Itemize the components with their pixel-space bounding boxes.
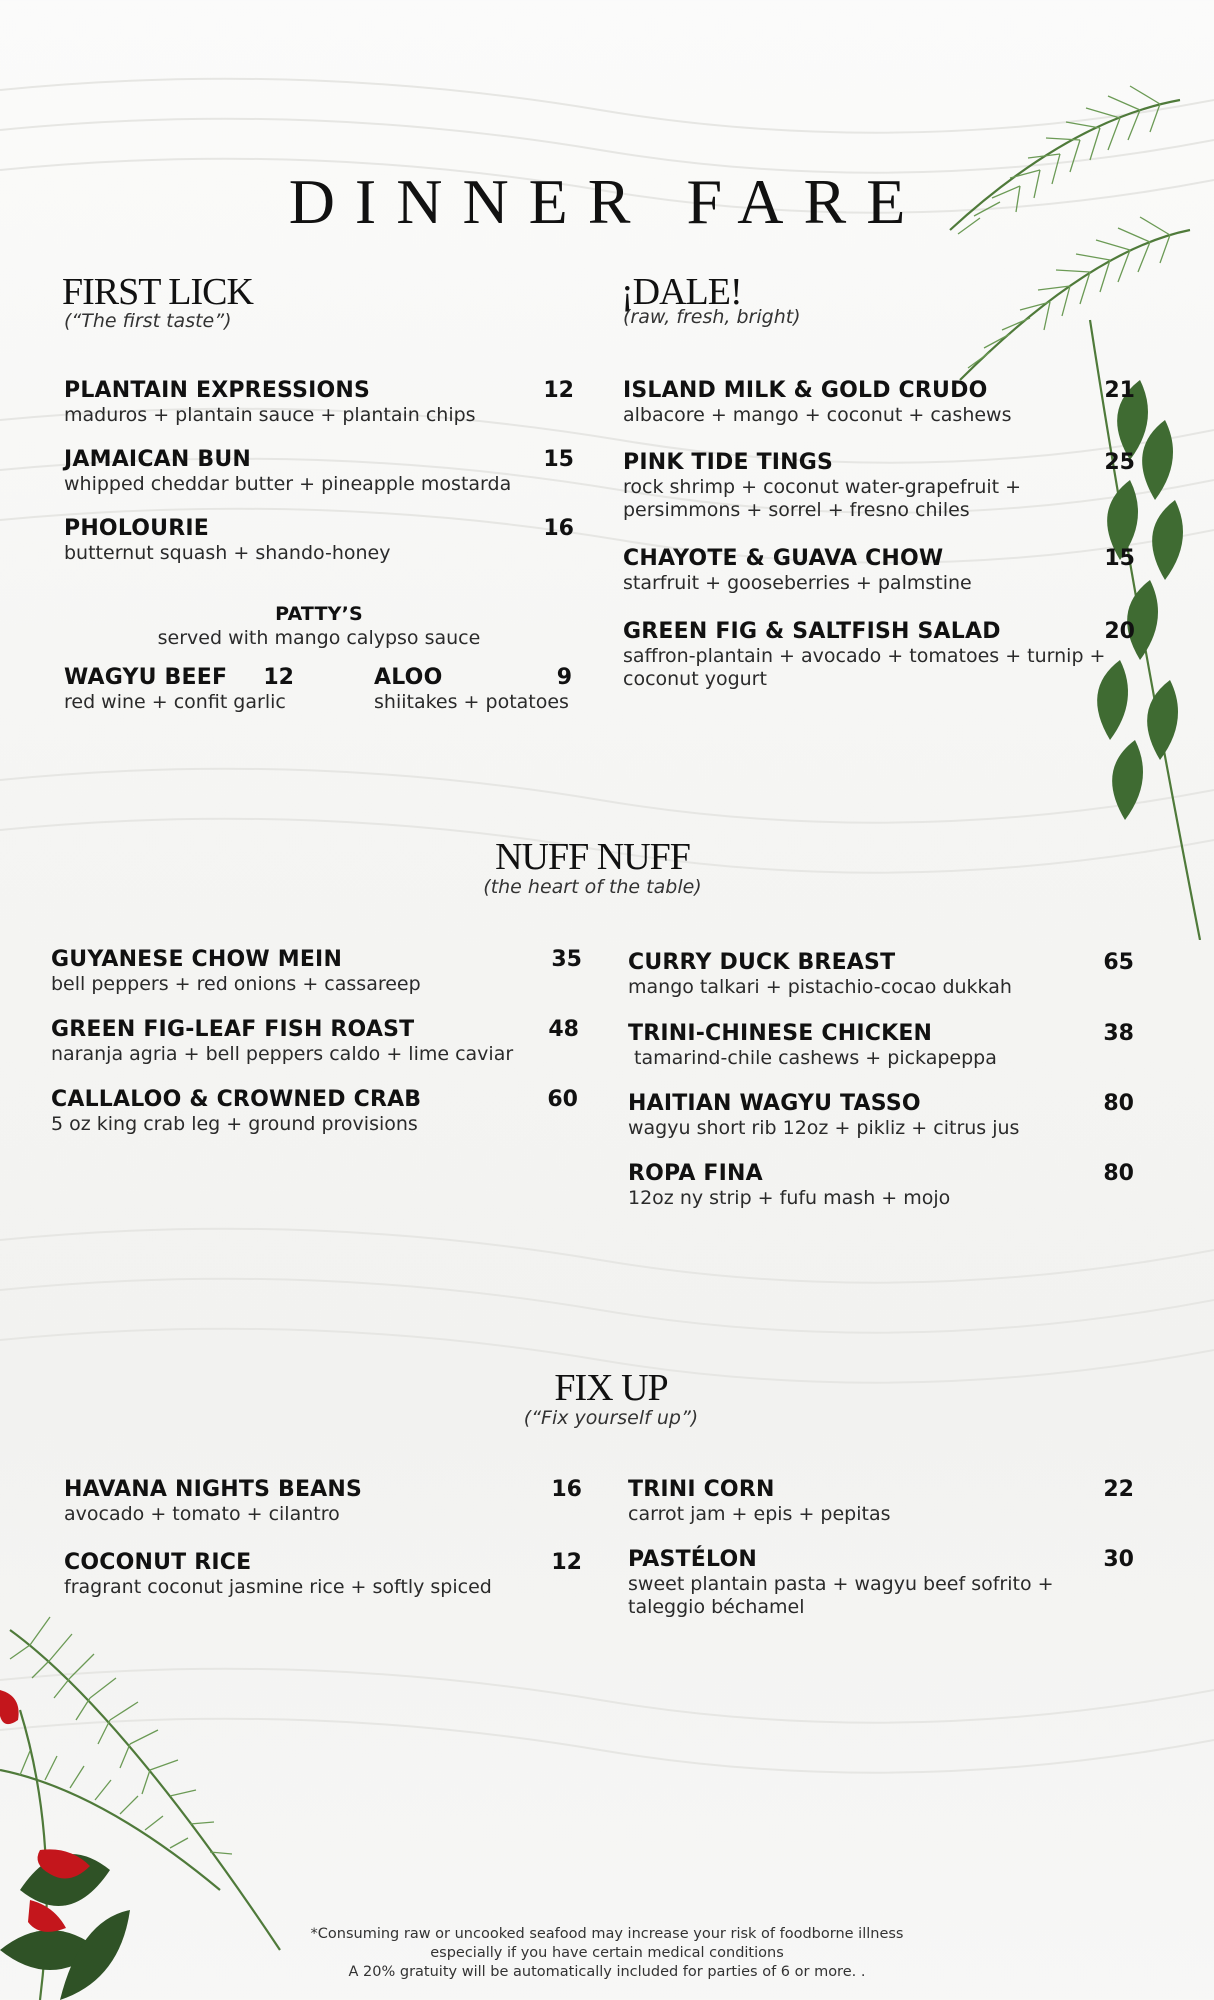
menu-item — [628, 1548, 1134, 1619]
menu-item — [64, 666, 294, 714]
patty-title: PATTY’S — [275, 603, 363, 625]
item-name: PHOLOURIE — [64, 516, 209, 541]
item-description: butternut squash + shando-honey — [64, 542, 391, 565]
item-price: 48 — [548, 1017, 579, 1042]
item-name: ISLAND MILK & GOLD CRUDO — [623, 378, 988, 403]
item-price: 12 — [263, 665, 294, 690]
menu-item — [628, 1022, 1134, 1070]
item-price: 30 — [1103, 1547, 1134, 1572]
section-subtitle-fix-up: (“Fix yourself up”) — [523, 1407, 699, 1429]
section-heading-fix-up — [0, 1369, 1214, 1430]
menu-item — [623, 620, 1135, 691]
item-description: tamarind-chile cashews + pickapeppa — [628, 1047, 997, 1070]
item-price: 12 — [551, 1550, 582, 1575]
menu-item — [64, 379, 574, 427]
item-name: PASTÉLON — [628, 1547, 757, 1572]
item-price: 65 — [1103, 950, 1134, 975]
section-subtitle-dale: (raw, fresh, bright) — [623, 306, 801, 328]
item-name: TRINI-CHINESE CHICKEN — [628, 1021, 933, 1046]
patty-subtitle: served with mango calypso sauce — [157, 626, 481, 649]
item-description: whipped cheddar butter + pineapple mostarda — [64, 473, 512, 496]
menu-item — [51, 948, 582, 996]
item-price: 16 — [551, 1477, 582, 1502]
menu-item — [623, 451, 1135, 522]
item-description: saffron-plantain + avocado + tomatoes + turnip + — [623, 645, 1106, 668]
item-description: naranja agria + bell peppers caldo + lime caviar — [51, 1043, 514, 1066]
patty-heading — [64, 605, 574, 650]
item-price: 16 — [543, 516, 574, 541]
item-price: 38 — [1103, 1021, 1134, 1046]
section-heading-nuff-nuff — [0, 838, 1185, 899]
item-price: 9 — [556, 665, 572, 690]
menu-item — [623, 547, 1135, 595]
item-name: GUYANESE CHOW MEIN — [51, 947, 343, 972]
item-price: 25 — [1104, 450, 1135, 475]
footer-line-1: *Consuming raw or uncooked seafood may increase your risk of foodborne illness — [310, 1926, 904, 1943]
item-price: 15 — [1104, 546, 1135, 571]
item-price: 21 — [1104, 378, 1135, 403]
item-name: GREEN FIG & SALTFISH SALAD — [623, 619, 1001, 644]
menu-item — [64, 517, 574, 565]
item-description-line-2: coconut yogurt — [623, 667, 767, 690]
section-subtitle-first-lick: (“The first taste”) — [64, 310, 232, 332]
menu-item — [628, 1162, 1134, 1210]
item-price: 12 — [543, 378, 574, 403]
item-name: HAITIAN WAGYU TASSO — [628, 1091, 921, 1116]
item-description: red wine + confit garlic — [64, 691, 286, 714]
menu-item — [374, 666, 572, 714]
item-name: HAVANA NIGHTS BEANS — [64, 1477, 363, 1502]
menu-item — [623, 379, 1135, 427]
menu-item — [628, 1092, 1134, 1140]
item-description: maduros + plantain sauce + plantain chips — [64, 404, 476, 427]
section-title-fix-up: FIX UP — [554, 1367, 668, 1409]
section-title-nuff-nuff: NUFF NUFF — [495, 836, 690, 878]
item-name: TRINI CORN — [628, 1477, 775, 1502]
item-price: 60 — [547, 1087, 578, 1112]
item-price: 35 — [551, 947, 582, 972]
item-description: bell peppers + red onions + cassareep — [51, 973, 421, 996]
item-name: WAGYU BEEF — [64, 665, 228, 690]
item-name: COCONUT RICE — [64, 1550, 252, 1575]
item-name: PINK TIDE TINGS — [623, 450, 834, 475]
item-description: sweet plantain pasta + wagyu beef sofrito + — [628, 1573, 1054, 1596]
item-name: CHAYOTE & GUAVA CHOW — [623, 546, 944, 571]
item-description: fragrant coconut jasmine rice + softly spiced — [64, 1576, 492, 1599]
footer-line-2: especially if you have certain medical conditions — [430, 1945, 784, 1962]
section-title-dale: ¡DALE! — [621, 271, 742, 313]
item-price: 80 — [1103, 1091, 1134, 1116]
item-name: PLANTAIN EXPRESSIONS — [64, 378, 371, 403]
item-description: albacore + mango + coconut + cashews — [623, 404, 1012, 427]
menu-item — [628, 951, 1134, 999]
menu-item — [51, 1018, 579, 1066]
menu-item — [64, 1478, 582, 1526]
item-description: wagyu short rib 12oz + pikliz + citrus jus — [628, 1117, 1020, 1140]
item-description: shiitakes + potatoes — [374, 691, 569, 714]
section-subtitle-nuff-nuff: (the heart of the table) — [483, 876, 702, 898]
item-name: ALOO — [374, 665, 443, 690]
menu-title: DINNER FARE — [288, 166, 926, 237]
section-title-first-lick: FIRST LICK — [62, 271, 253, 313]
item-description: 12oz ny strip + fufu mash + mojo — [628, 1187, 951, 1210]
item-price: 80 — [1103, 1161, 1134, 1186]
item-price: 22 — [1103, 1477, 1134, 1502]
footer-disclaimer — [0, 1925, 1214, 1982]
footer-line-3: A 20% gratuity will be automatically included for parties of 6 or more. . — [348, 1964, 866, 1981]
item-description: carrot jam + epis + pepitas — [628, 1503, 891, 1526]
item-name: CURRY DUCK BREAST — [628, 950, 896, 975]
item-price: 15 — [543, 447, 574, 472]
item-name: GREEN FIG-LEAF FISH ROAST — [51, 1017, 415, 1042]
item-description-line-2: taleggio béchamel — [628, 1595, 805, 1618]
menu-item — [51, 1088, 578, 1136]
item-name: CALLALOO & CROWNED CRAB — [51, 1087, 422, 1112]
item-description: avocado + tomato + cilantro — [64, 1503, 340, 1526]
item-description-line-2: persimmons + sorrel + fresno chiles — [623, 498, 970, 521]
menu-item — [628, 1478, 1134, 1526]
item-description: rock shrimp + coconut water-grapefruit + — [623, 476, 1022, 499]
item-description: 5 oz king crab leg + ground provisions — [51, 1113, 418, 1136]
menu-item — [64, 1551, 582, 1599]
item-description: mango talkari + pistachio-cocao dukkah — [628, 976, 1012, 999]
menu-item — [64, 448, 574, 496]
item-name: ROPA FINA — [628, 1161, 763, 1186]
item-name: JAMAICAN BUN — [64, 447, 252, 472]
item-price: 20 — [1104, 619, 1135, 644]
item-description: starfruit + gooseberries + palmstine — [623, 572, 972, 595]
